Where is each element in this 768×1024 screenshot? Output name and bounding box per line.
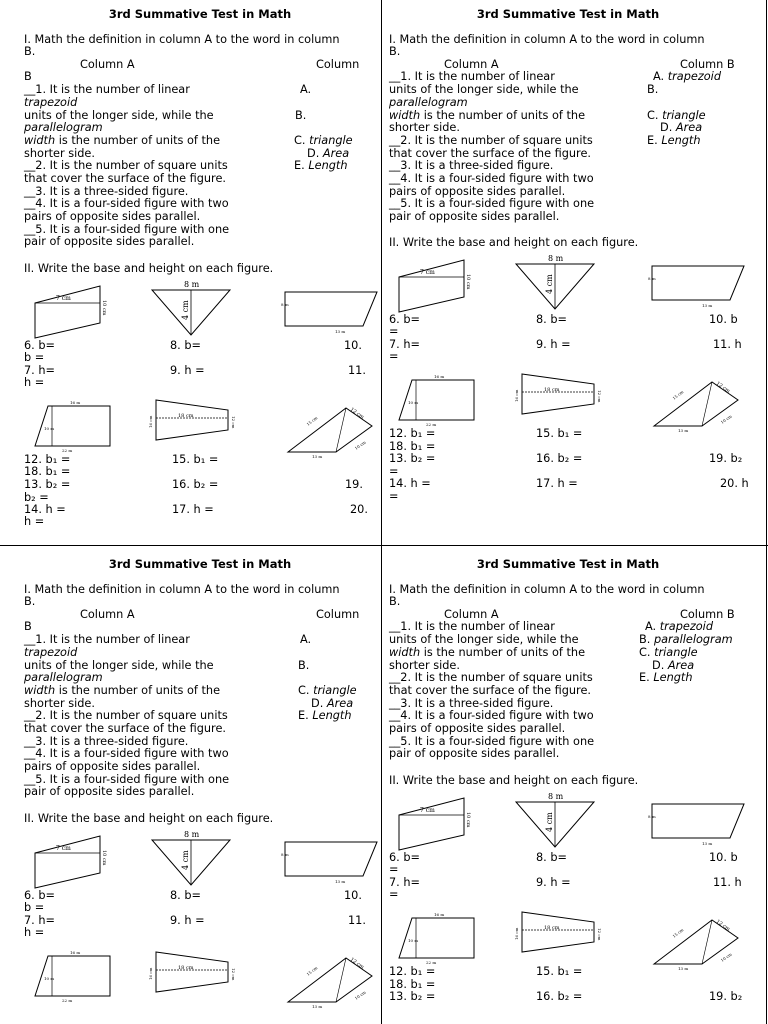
question-4-line2: pairs of opposite sides parallel. (24, 210, 201, 223)
question-1-line2: units of the longer side, while the (389, 83, 579, 96)
width-word: width (24, 684, 56, 697)
question-1-line4: shorter side. (389, 121, 460, 134)
item-b-cont: b = (24, 351, 45, 364)
item-7: 7. h= (389, 338, 420, 351)
figure-trapezoid-2 (148, 948, 238, 998)
question-4: __4. It is a four-sided figure with two (24, 197, 229, 210)
figure-parallelogram-2 (642, 796, 746, 848)
question-1-line4: shorter side. (389, 659, 460, 672)
item-eq: = (389, 863, 399, 876)
label-10cm-tri: 10 cm (353, 989, 367, 1001)
answer-c-letter: C. (298, 684, 310, 697)
answer-e-word: Length (653, 671, 693, 684)
label-18cm: 18 cm (178, 965, 194, 971)
answer-c (294, 135, 353, 148)
width-word: width (24, 134, 56, 147)
label-15cm: 15 cm (671, 389, 685, 401)
answer-c-letter: C. (647, 109, 659, 122)
label-15cm: 15 cm (305, 415, 319, 427)
item-19: 19. (345, 478, 363, 491)
column-b-header: Column B (680, 608, 735, 621)
item-8: 8. b= (536, 851, 568, 864)
column-b-header-cont: B (24, 70, 32, 83)
answer-e (639, 672, 693, 685)
answer-e-letter: E. (298, 709, 309, 722)
part1-heading: I. Math the definition in column A to the word in column (389, 583, 705, 596)
item-h-cont: h = (24, 376, 45, 389)
label-16cm: 16 cm (514, 389, 519, 402)
label-10m: 10 m (408, 938, 419, 943)
question-4-line2: pairs of opposite sides parallel. (389, 722, 566, 735)
item-12: 12. b₁ = (389, 427, 436, 440)
question-2: __2. It is the number of square units (24, 709, 228, 722)
answer-b-letter: B. (295, 109, 307, 122)
label-8m-side: 8 m (281, 852, 289, 857)
figure-trapezoid-2 (514, 908, 604, 958)
question-2-line2: that cover the surface of the figure. (389, 147, 591, 160)
question-1-line3-rest: is the number of units of the (55, 134, 221, 147)
right-border (766, 0, 767, 1024)
answer-d-word: Area (326, 697, 354, 710)
question-1-line2: units of the longer side, while the (24, 659, 214, 672)
label-10cm-tri: 10 cm (353, 439, 367, 451)
answer-b-letter: B. (639, 633, 651, 646)
label-4cm: 4 cm (181, 850, 190, 870)
page-title: 3rd Summative Test in Math (476, 557, 660, 571)
item-12: 12. b₁ = (389, 965, 436, 978)
page-title: 3rd Summative Test in Math (476, 7, 660, 21)
question-1-line3 (389, 647, 585, 660)
label-22m: 22 m (426, 422, 437, 427)
test-sheet-bottom-left (0, 546, 381, 1024)
answer-a-letter: A. (300, 633, 312, 646)
question-5-line2: pair of opposite sides parallel. (24, 785, 195, 798)
label-15cm: 15 cm (671, 927, 685, 939)
width-word: width (389, 646, 421, 659)
item-12: 12. b₁ = (24, 453, 71, 466)
figure-trapezoid-2 (514, 370, 604, 420)
answer-b-word: parallelogram (389, 96, 468, 109)
answer-a-word: trapezoid (24, 96, 78, 109)
item-10: 10. b (709, 313, 738, 326)
answer-a-word: trapezoid (659, 620, 713, 633)
question-5-line2: pair of opposite sides parallel. (389, 210, 560, 223)
part2-heading: II. Write the base and height on each figure. (389, 236, 639, 249)
label-10cm: 10 cm (465, 274, 471, 290)
label-15cm: 15 cm (305, 965, 319, 977)
answer-b-word: parallelogram (24, 121, 103, 134)
column-a-header: Column A (444, 58, 499, 71)
label-12cm-tri: 12 cm (714, 380, 731, 395)
item-11: 11. h (713, 876, 742, 889)
answer-a (653, 71, 721, 84)
answer-a-letter: A. (300, 83, 312, 96)
item-18: 18. b₁ = (389, 978, 436, 991)
item-7: 7. h= (24, 364, 55, 377)
test-sheet-bottom-right (382, 546, 766, 1024)
label-4cm: 4 cm (181, 300, 190, 320)
item-8: 8. b= (170, 339, 202, 352)
figure-triangle-1 (148, 830, 234, 888)
figure-triangle-1 (512, 792, 598, 850)
item-eq: = (389, 325, 399, 338)
question-1: __1. It is the number of linear (24, 83, 190, 96)
column-b-header: Column (316, 608, 360, 621)
item-10: 10. (344, 889, 362, 902)
page-title: 3rd Summative Test in Math (108, 7, 292, 21)
answer-a-letter: A. (653, 70, 665, 83)
item-h-cont: h = (24, 926, 45, 939)
item-20: 20. (350, 503, 368, 516)
label-4cm: 4 cm (545, 812, 554, 832)
label-16m: 16 m (70, 950, 81, 955)
answer-c (639, 647, 698, 660)
label-13m-tri: 13 m (312, 454, 323, 459)
answer-b-word: parallelogram (653, 633, 733, 646)
item-9: 9. h = (170, 914, 205, 927)
question-1-line3-rest: is the number of units of the (55, 684, 221, 697)
question-5-line2: pair of opposite sides parallel. (24, 235, 195, 248)
label-18cm: 18 cm (544, 387, 560, 393)
part1-heading: I. Math the definition in column A to the word in column (24, 33, 340, 46)
item-eq-2: = (389, 350, 399, 363)
label-16cm: 16 cm (148, 967, 153, 980)
label-7cm: 7 cm (56, 845, 71, 852)
item-19: 19. b₂ (709, 990, 743, 1003)
label-16m: 16 m (70, 400, 81, 405)
answer-e-word: Length (312, 709, 352, 722)
label-12cm-tri: 12 cm (348, 406, 365, 421)
label-12cm-tri: 12 cm (714, 918, 731, 933)
question-4-line2: pairs of opposite sides parallel. (24, 760, 201, 773)
item-8: 8. b= (536, 313, 568, 326)
item-18: 18. b₁ = (389, 440, 436, 453)
question-2-line2: that cover the surface of the figure. (389, 684, 591, 697)
figure-parallelogram-2 (642, 258, 746, 310)
answer-e-letter: E. (647, 134, 658, 147)
question-5: __5. It is a four-sided figure with one (24, 223, 230, 236)
item-9: 9. h = (536, 338, 571, 351)
answer-d-word: Area (322, 147, 350, 160)
label-10cm-tri: 10 cm (719, 951, 733, 963)
answer-c (298, 685, 357, 698)
question-5: __5. It is a four-sided figure with one (389, 735, 595, 748)
item-11: 11. h (713, 338, 742, 351)
answer-d-letter: D. (652, 659, 665, 672)
question-2-line2: that cover the surface of the figure. (24, 172, 226, 185)
item-19: 19. b₂ (709, 452, 743, 465)
label-8m-side: 8 m (281, 302, 289, 307)
answer-e (294, 160, 348, 173)
part2-heading: II. Write the base and height on each figure. (24, 262, 274, 275)
figure-parallelogram-1 (394, 252, 474, 314)
item-16: 16. b₂ = (536, 990, 583, 1003)
column-a-header: Column A (80, 58, 135, 71)
answer-d-letter: D. (660, 121, 673, 134)
answer-d (660, 122, 702, 135)
figure-triangle-2 (650, 374, 742, 434)
column-b-header-cont: B (24, 620, 32, 633)
part1-heading-b: B. (389, 45, 401, 58)
figure-trapezoid-1 (30, 396, 115, 454)
part1-heading-b: B. (24, 595, 36, 608)
figure-trapezoid-1 (394, 908, 479, 966)
item-h-cont-2: h = (24, 515, 45, 528)
answer-e-word: Length (308, 159, 348, 172)
answer-a-letter: A. (645, 620, 657, 633)
answer-c-word: triangle (313, 684, 357, 697)
question-1: __1. It is the number of linear (24, 633, 190, 646)
label-18cm: 18 cm (544, 925, 560, 931)
answer-c-word: triangle (654, 646, 698, 659)
item-7: 7. h= (389, 876, 420, 889)
column-b-header: Column B (680, 58, 735, 71)
answer-e (298, 710, 352, 723)
figure-triangle-2 (284, 950, 376, 1010)
question-1-line3-rest: is the number of units of the (420, 109, 586, 122)
label-10cm: 10 cm (101, 300, 107, 316)
question-1-line4: shorter side. (24, 697, 95, 710)
answer-b (639, 634, 733, 647)
item-b-cont: b = (24, 901, 45, 914)
label-10m: 10 m (44, 426, 55, 431)
label-10cm: 10 cm (465, 812, 471, 828)
test-sheet-top-right (382, 0, 766, 545)
label-8m-side: 8 m (648, 814, 656, 819)
answer-c-letter: C. (639, 646, 651, 659)
item-6: 6. b= (24, 889, 56, 902)
label-12cm: 12 cm (231, 416, 236, 429)
question-2-line2: that cover the surface of the figure. (24, 722, 226, 735)
question-1-line3-rest: is the number of units of the (420, 646, 586, 659)
label-7cm: 7 cm (420, 807, 435, 814)
question-5: __5. It is a four-sided figure with one (24, 773, 230, 786)
label-10cm: 10 cm (101, 850, 107, 866)
question-3: __3. It is a three-sided figure. (24, 185, 189, 198)
question-3: __3. It is a three-sided figure. (389, 697, 554, 710)
label-16cm: 16 cm (514, 927, 519, 940)
question-1: __1. It is the number of linear (389, 620, 555, 633)
answer-b-letter: B. (647, 83, 659, 96)
part2-heading: II. Write the base and height on each figure. (24, 812, 274, 825)
column-a-header: Column A (80, 608, 135, 621)
part1-heading-b: B. (24, 45, 36, 58)
answer-e (647, 135, 701, 148)
item-13: 13. b₂ = (389, 452, 436, 465)
label-18cm: 18 cm (178, 413, 194, 419)
figure-triangle-1 (512, 254, 598, 312)
question-5: __5. It is a four-sided figure with one (389, 197, 595, 210)
figure-triangle-2 (284, 400, 376, 460)
label-8m: 8 m (184, 280, 200, 289)
label-8m: 8 m (548, 792, 564, 801)
item-b2-cont: b₂ = (24, 491, 49, 504)
item-17: 17. h = (172, 503, 214, 516)
answer-e-letter: E. (294, 159, 305, 172)
item-6: 6. b= (389, 313, 421, 326)
answer-c-word: triangle (662, 109, 706, 122)
item-7: 7. h= (24, 914, 55, 927)
figure-parallelogram-2 (275, 834, 379, 886)
item-9: 9. h = (170, 364, 205, 377)
answer-d-word: Area (675, 121, 703, 134)
figure-trapezoid-1 (30, 946, 115, 1004)
question-4: __4. It is a four-sided figure with two (24, 747, 229, 760)
label-12cm: 12 cm (597, 928, 602, 941)
width-word: width (389, 109, 421, 122)
label-13m-tri: 13 m (312, 1004, 323, 1009)
label-8m: 8 m (548, 254, 564, 263)
item-11: 11. (348, 914, 366, 927)
item-6: 6. b= (389, 851, 421, 864)
label-22m: 22 m (62, 998, 73, 1003)
label-16m: 16 m (434, 912, 445, 917)
answer-b-letter: B. (298, 659, 310, 672)
answer-a-word: trapezoid (24, 646, 78, 659)
answer-a (645, 621, 713, 634)
label-8m-side: 8 m (648, 276, 656, 281)
label-13m-tri: 13 m (678, 966, 689, 971)
item-20: 20. h (720, 477, 749, 490)
item-9: 9. h = (536, 876, 571, 889)
figure-parallelogram-1 (394, 790, 474, 852)
figure-parallelogram-1 (30, 828, 110, 890)
figure-parallelogram-1 (30, 278, 110, 340)
part2-heading: II. Write the base and height on each figure. (389, 774, 639, 787)
answer-c-letter: C. (294, 134, 306, 147)
label-13m-tri: 13 m (678, 428, 689, 433)
question-1-line4: shorter side. (24, 147, 95, 160)
label-10m: 10 m (44, 976, 55, 981)
item-8: 8. b= (170, 889, 202, 902)
item-10: 10. (344, 339, 362, 352)
answer-d-letter: D. (307, 147, 320, 160)
item-17: 17. h = (536, 477, 578, 490)
label-22m: 22 m (426, 960, 437, 965)
figure-trapezoid-1 (394, 370, 479, 428)
item-13: 13. b₂ = (389, 990, 436, 1003)
part1-heading: I. Math the definition in column A to the word in column (24, 583, 340, 596)
question-1: __1. It is the number of linear (389, 70, 555, 83)
part1-heading: I. Math the definition in column A to the word in column (389, 33, 705, 46)
item-13: 13. b₂ = (24, 478, 71, 491)
label-4cm: 4 cm (545, 274, 554, 294)
answer-a-word: trapezoid (667, 70, 721, 83)
label-10m: 10 m (408, 400, 419, 405)
label-16m: 16 m (434, 374, 445, 379)
item-16: 16. b₂ = (172, 478, 219, 491)
label-12cm: 12 cm (597, 390, 602, 403)
label-13m: 13 m (335, 329, 346, 334)
item-15: 15. b₁ = (536, 965, 583, 978)
question-5-line2: pair of opposite sides parallel. (389, 747, 560, 760)
question-4: __4. It is a four-sided figure with two (389, 172, 594, 185)
item-6: 6. b= (24, 339, 56, 352)
question-1-line2: units of the longer side, while the (389, 633, 579, 646)
answer-e-word: Length (661, 134, 701, 147)
figure-trapezoid-2 (148, 396, 238, 446)
answer-d-word: Area (667, 659, 695, 672)
question-3: __3. It is a three-sided figure. (24, 735, 189, 748)
test-sheet-top-left (0, 0, 381, 545)
label-13m: 13 m (702, 303, 713, 308)
item-15: 15. b₁ = (536, 427, 583, 440)
page-title: 3rd Summative Test in Math (108, 557, 292, 571)
question-3: __3. It is a three-sided figure. (389, 159, 554, 172)
column-b-header: Column (316, 58, 360, 71)
part1-heading-b: B. (389, 595, 401, 608)
answer-b-word: parallelogram (24, 671, 103, 684)
label-12cm-tri: 12 cm (348, 956, 365, 971)
label-13m: 13 m (335, 879, 346, 884)
question-1-line3 (24, 685, 220, 698)
label-16cm: 16 cm (148, 415, 153, 428)
question-1-line3 (24, 135, 220, 148)
item-14: 14. h = (389, 477, 431, 490)
question-2: __2. It is the number of square units (24, 159, 228, 172)
column-a-header: Column A (444, 608, 499, 621)
item-eq-2: = (389, 888, 399, 901)
item-eq-4: = (389, 490, 399, 503)
answer-e-letter: E. (639, 671, 650, 684)
question-2: __2. It is the number of square units (389, 134, 593, 147)
figure-triangle-2 (650, 912, 742, 972)
label-22m: 22 m (62, 448, 73, 453)
label-7cm: 7 cm (56, 295, 71, 302)
figure-parallelogram-2 (275, 284, 379, 336)
question-2: __2. It is the number of square units (389, 671, 593, 684)
label-8m: 8 m (184, 830, 200, 839)
item-11: 11. (348, 364, 366, 377)
figure-triangle-1 (148, 280, 234, 338)
item-eq-3: = (389, 465, 399, 478)
answer-d-letter: D. (311, 697, 324, 710)
item-16: 16. b₂ = (536, 452, 583, 465)
answer-c-word: triangle (309, 134, 353, 147)
label-12cm: 12 cm (231, 968, 236, 981)
label-10cm-tri: 10 cm (719, 413, 733, 425)
question-1-line2: units of the longer side, while the (24, 109, 214, 122)
label-13m: 13 m (702, 841, 713, 846)
item-14: 14. h = (24, 503, 66, 516)
question-4: __4. It is a four-sided figure with two (389, 709, 594, 722)
label-7cm: 7 cm (420, 269, 435, 276)
question-4-line2: pairs of opposite sides parallel. (389, 185, 566, 198)
item-18: 18. b₁ = (24, 465, 71, 478)
item-15: 15. b₁ = (172, 453, 219, 466)
item-10: 10. b (709, 851, 738, 864)
